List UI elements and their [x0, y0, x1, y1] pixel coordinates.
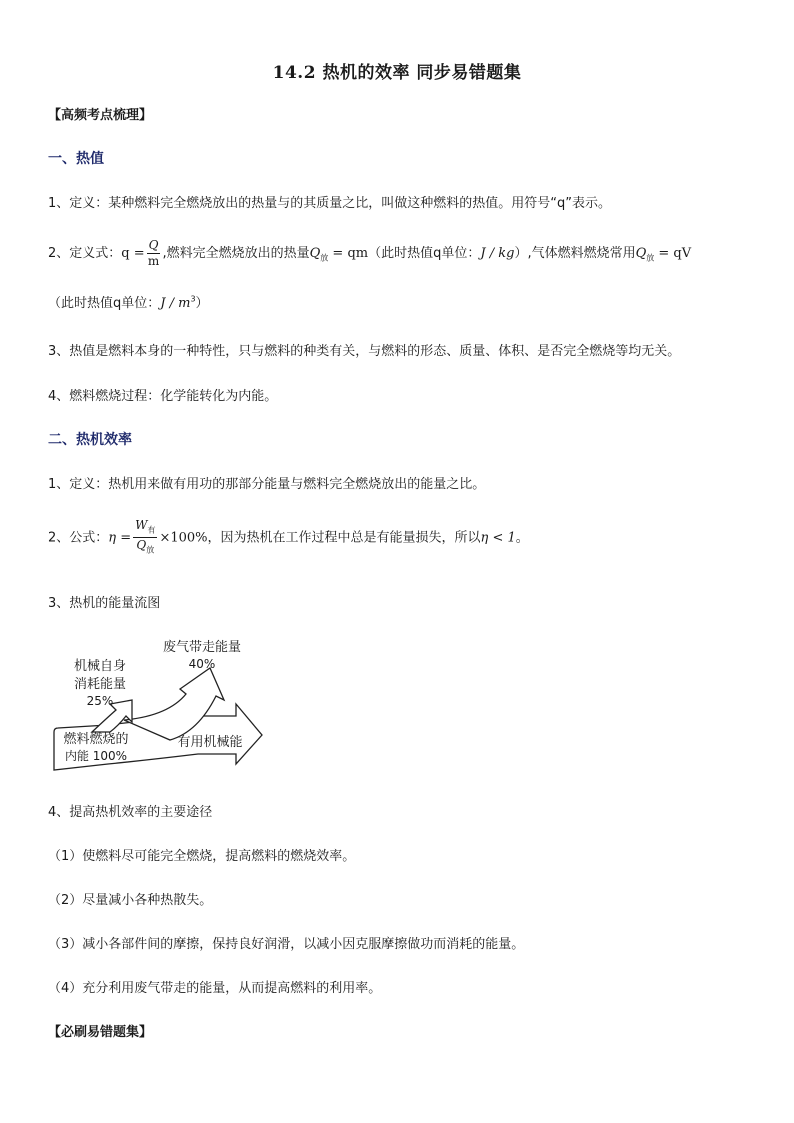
- machine-loss-percent: 25%: [86, 694, 114, 708]
- energy-flow-caption: 3、热机的能量流图: [48, 596, 161, 611]
- useful-energy-label: 有用机械能: [177, 735, 243, 750]
- page-title: 14.2 热机的效率 同步易错题集: [272, 63, 522, 83]
- heat-value-unit-note: （此时热值q单位：J / $m^3$）: [48, 294, 209, 311]
- fraction-q-over-m: $\frac{Q}{m}$: [147, 238, 160, 268]
- fraction-w-over-q: $\frac{W_有}{Q_放}$: [135, 518, 156, 555]
- machine-loss-line2: 消耗能量: [73, 677, 127, 692]
- efficiency-formula: 2、公式：η = $\frac{W_有}{Q_放}$ ×100%，因为热机在工作过程中总是有能量损失，所以η < 1。: [48, 518, 529, 558]
- improve-way-4: （4）充分利用废气带走的能量，从而提高燃料的利用率。: [48, 981, 382, 996]
- heat-value-definition: 1、定义：某种燃料完全燃烧放出的热量与的其质量之比，叫做这种燃料的热值。用符号“q”表示。: [48, 196, 611, 211]
- heat-value-heading: 一、热值: [48, 151, 104, 167]
- improve-way-2: （2）尽量减小各种热散失。: [48, 893, 213, 908]
- heat-value-formula: 2、定义式：q = $\frac{Q}{m}$ ,燃料完全燃烧放出的热量$Q_放 = qm$（此时热值q单位：J / kg）,气体燃料燃烧常用$Q_放$ = qV: [48, 238, 692, 268]
- improve-way-1: （1）使燃料尽可能完全燃烧，提高燃料的燃烧效率。: [48, 849, 356, 864]
- fuel-energy-line2: 内能 100%: [64, 749, 128, 763]
- review-heading: 【高频考点梳理】: [48, 108, 153, 123]
- improve-efficiency-heading: 4、提高热机效率的主要途径: [48, 805, 213, 820]
- efficiency-heading: 二、热机效率: [48, 432, 132, 448]
- energy-flow-diagram: [48, 632, 278, 778]
- machine-loss-line1: 机械自身: [73, 659, 127, 674]
- improve-way-3: （3）减小各部件间的摩擦，保持良好润滑，以减小因克服摩擦做功而消耗的能量。: [48, 937, 525, 952]
- fuel-energy-line1: 燃料燃烧的: [63, 732, 129, 747]
- heat-value-property: 3、热值是燃料本身的一种特性，只与燃料的种类有关，与燃料的形态、质量、体积、是否完全燃烧等均无关。: [48, 344, 681, 359]
- exhaust-percent: 40%: [188, 657, 216, 671]
- drill-heading: 【必刷易错题集】: [48, 1025, 153, 1040]
- combustion-process: 4、燃料燃烧过程：化学能转化为内能。: [48, 389, 278, 404]
- efficiency-definition: 1、定义：热机用来做有用功的那部分能量与燃料完全燃烧放出的能量之比。: [48, 477, 486, 492]
- exhaust-label: 废气带走能量: [162, 640, 242, 655]
